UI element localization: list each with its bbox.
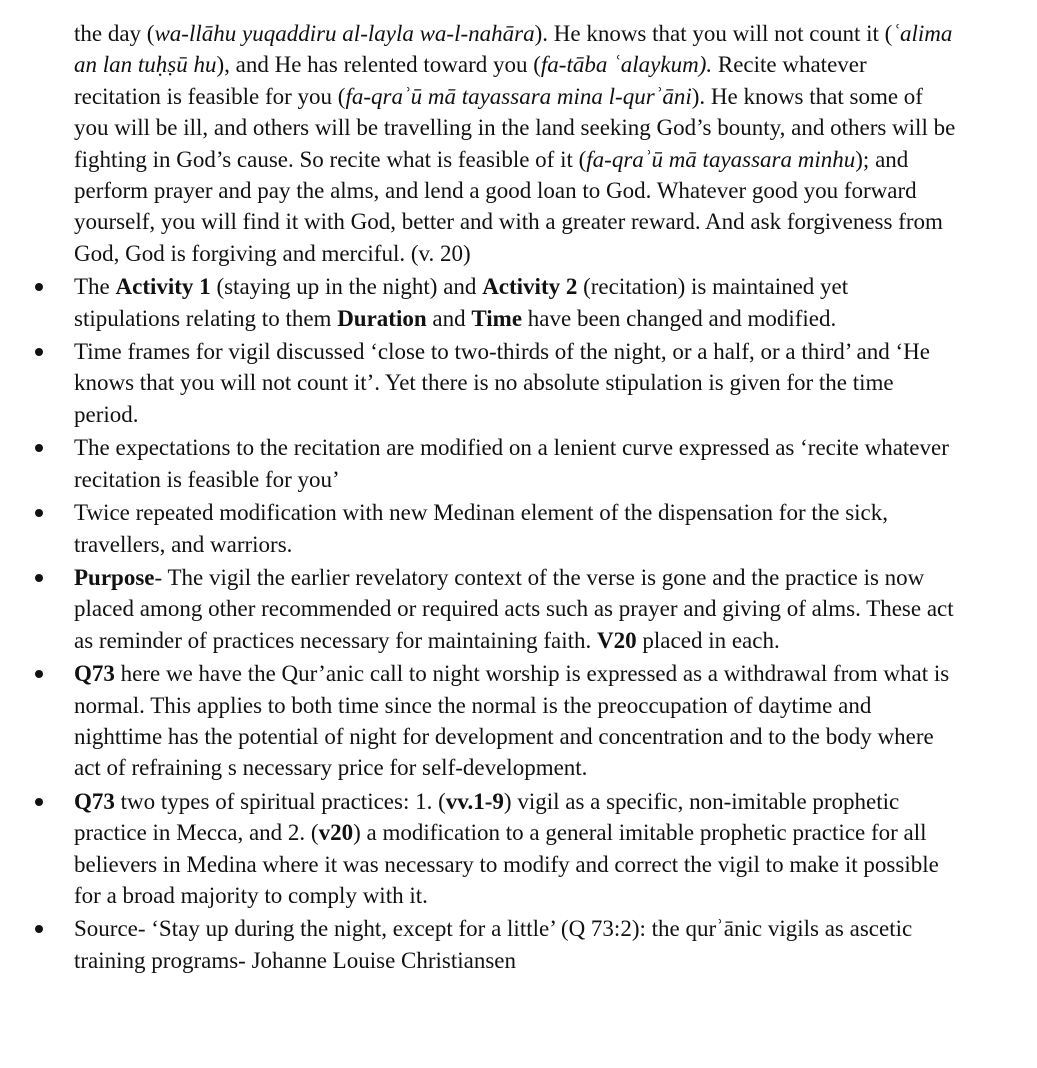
list-item: The expectations to the recitation are modified on a lenient curve expressed as ‘recite whatever recitation is feasible for you’ [74,432,959,495]
bold-term: Purpose [74,564,155,590]
bullet-icon [35,348,43,356]
bold-term: Q73 [74,661,115,687]
bullet-icon [35,509,43,517]
verse-translation-paragraph [74,18,959,269]
transliteration: fa-qraʾū mā tayassara mina l-qurʾāni [345,83,692,109]
bold-term: Q73 [74,788,115,814]
text-run: Recite whatever recitation is feasible for you ( [74,52,867,109]
bullet-icon [35,798,43,806]
transliteration: fa-tāba ʿalaykum). [540,52,713,78]
transliteration: fa-qraʾū mā tayassara minhu [586,146,856,172]
text-run: the day ( [74,21,155,46]
list-item: Q73 here we have the Qur’anic call to night worship is expressed as a withdrawal from what is normal. This applies to both time since the normal is the preoccupation of daytime and nighttime has the potential of night for development and concentration and to the body where act of refraining s necessary price for self-development. [74,658,959,784]
list-item: The Activity 1 (staying up in the night) and Activity 2 (recitation) is maintained yet stipulations relating to them Duration and Time have been changed and modified. [74,271,959,334]
bullet-icon [35,670,43,678]
bold-term: Duration [337,305,427,331]
bullet-icon [35,283,43,291]
bullet-icon [35,574,43,582]
bold-term: Time [471,305,523,331]
bold-term: v20 [318,820,354,846]
document-page [0,18,1037,976]
text-run: ), and He has relented toward you ( [216,52,541,78]
list-item: Twice repeated modification with new Medinan element of the dispensation for the sick, travellers, and warriors. [74,497,959,560]
text-run: ). He knows that some of you will be ill, and others will be travelling in the land seeking God’s bounty, and others will be fighting in God’s cause. So recite what is feasible of it ( [74,83,956,172]
list-item: Source- ‘Stay up during the night, except for a little’ (Q 73:2): the qurʾānic vigils as ascetic training programs- Johanne Louise Christiansen [74,913,959,976]
transliteration: ʿalima an lan tuḥṣū hu [74,21,953,78]
bullet-list [0,271,1037,976]
text-run: ). He knows that you will not count it ( [534,21,893,46]
bold-term: Activity 2 [482,274,578,300]
list-item: Purpose- The vigil the earlier revelatory context of the verse is gone and the practice is now placed among other recommended or required acts such as prayer and giving of alms. These act as reminder of practices necessary for maintaining faith. V20 placed in each. [74,562,959,656]
bullet-icon [35,925,43,933]
text-run: ); and perform prayer and pay the alms, and lend a good loan to God. Whatever good you forward yourself, you will find it with God, better and with a greater reward. And ask forgiveness from God, God is forgiving and merciful. (v. 20) [74,146,943,266]
transliteration: wa-llāhu yuqaddiru al-layla wa-l-nahāra [154,21,535,46]
bold-term: V20 [597,627,637,653]
bold-term: vv.1-9 [445,788,504,814]
bold-term: Activity 1 [115,274,211,300]
bullet-icon [35,444,43,452]
list-item: Q73 two types of spiritual practices: 1. (vv.1-9) vigil as a specific, non-imitable prophetic practice in Mecca, and 2. (v20) a modification to a general imitable prophetic practice for all believers in Medina where it was necessary to modify and correct the vigil to make it possible for a broad majority to comply with it. [74,786,959,912]
list-item: Time frames for vigil discussed ‘close to two-thirds of the night, or a half, or a third’ and ‘He knows that you will not count it’. Yet there is no absolute stipulation is given for the time period. [74,336,959,430]
